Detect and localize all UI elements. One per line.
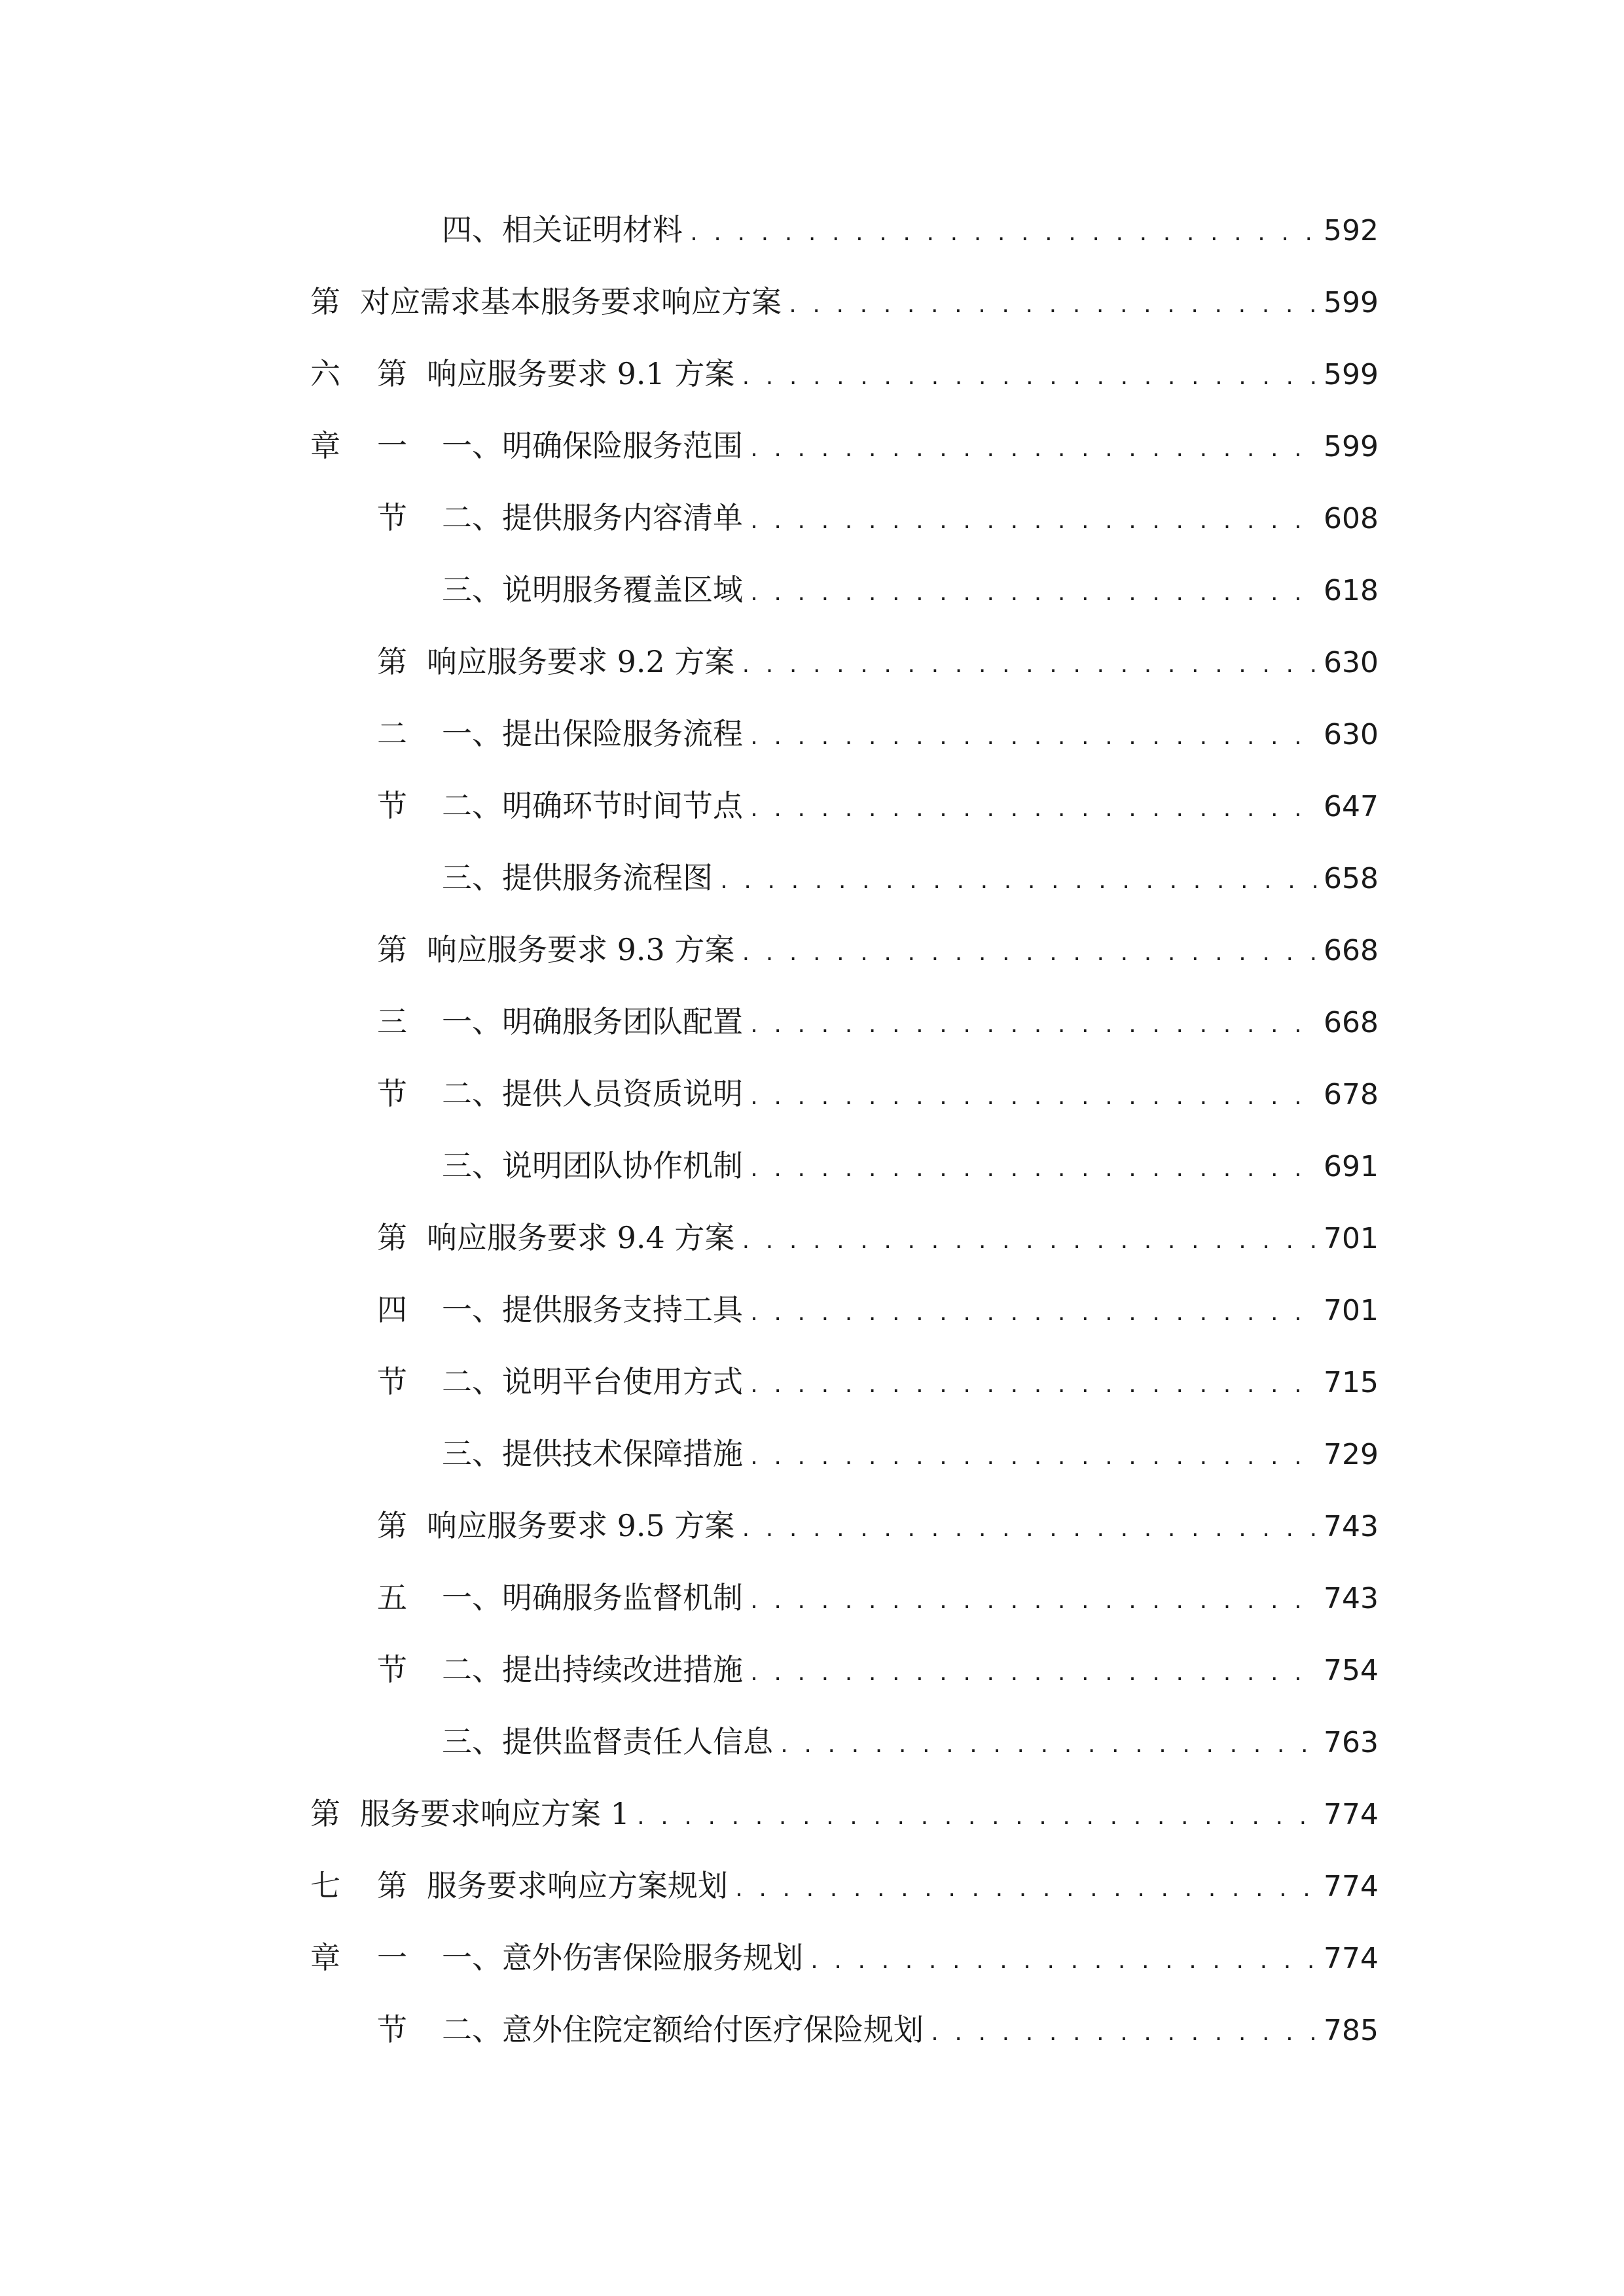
toc-entry-title: 提出持续改进措施: [502, 1652, 743, 1687]
toc-entry-page-number: 658: [1324, 862, 1379, 895]
toc-entry-number: 一、: [442, 1292, 502, 1327]
toc-entry-number: 二、: [442, 1076, 502, 1111]
dot-leader: [748, 486, 1318, 558]
dot-leader: [787, 270, 1318, 342]
toc-entry[interactable]: [0, 1706, 1624, 1778]
toc-entry-page-number: 715: [1324, 1366, 1379, 1399]
toc-entry[interactable]: [0, 194, 1624, 266]
toc-entry-number: 二、: [442, 788, 502, 823]
toc-entry[interactable]: [0, 1922, 1624, 1994]
toc-entry-number: 第六章: [310, 284, 340, 463]
toc-entry-number: 第五节: [377, 1508, 407, 1687]
table-of-contents: [0, 194, 1624, 2066]
toc-entry-number: 第二节: [377, 644, 407, 823]
toc-entry[interactable]: [0, 770, 1624, 842]
toc-entry-page-number: 729: [1324, 1438, 1379, 1471]
toc-entry-number: 第一节: [377, 356, 407, 535]
toc-entry-title: 提出保险服务流程: [502, 716, 743, 751]
toc-entry-title: 明确保险服务范围: [502, 428, 743, 463]
toc-entry-title: 服务要求响应方案 1: [360, 1796, 630, 1831]
toc-entry-title: 提供服务流程图: [502, 860, 713, 895]
toc-entry-page-number: 701: [1324, 1222, 1379, 1255]
dot-leader: [748, 990, 1318, 1062]
toc-entry-page-number: 608: [1324, 502, 1379, 535]
toc-entry-title: 提供监督责任人信息: [502, 1724, 773, 1759]
toc-entry-page-number: 785: [1324, 2014, 1379, 2047]
toc-entry[interactable]: [0, 1130, 1624, 1202]
toc-entry-title: 说明平台使用方式: [502, 1364, 743, 1399]
toc-entry[interactable]: [0, 410, 1624, 482]
toc-entry[interactable]: [0, 1562, 1624, 1634]
toc-entry-number: 三、: [442, 572, 502, 607]
toc-entry-title: 响应服务要求 9.1 方案: [427, 356, 735, 391]
toc-entry-number: 二、: [442, 1652, 502, 1687]
toc-entry-page-number: 774: [1324, 1942, 1379, 1975]
dot-leader: [740, 1494, 1318, 1566]
toc-entry-number: 三、: [442, 1436, 502, 1471]
toc-entry-number: 二、: [442, 2012, 502, 2047]
toc-entry-number: 一、: [442, 1580, 502, 1615]
toc-entry[interactable]: [0, 698, 1624, 770]
toc-entry-page-number: 668: [1324, 1006, 1379, 1039]
toc-entry-title: 意外伤害保险服务规划: [502, 1940, 803, 1975]
toc-entry-number: 第一节: [377, 1868, 407, 2047]
toc-entry-title: 明确环节时间节点: [502, 788, 743, 823]
toc-entry-page-number: 630: [1324, 718, 1379, 751]
toc-entry-page-number: 592: [1324, 214, 1379, 247]
toc-entry-page-number: 774: [1324, 1870, 1379, 1903]
dot-leader: [733, 1854, 1318, 1926]
toc-entry-number: 一、: [442, 1940, 502, 1975]
dot-leader: [740, 342, 1318, 414]
toc-entry-title: 说明服务覆盖区域: [502, 572, 743, 607]
dot-leader: [748, 1350, 1318, 1422]
dot-leader: [808, 1926, 1318, 1998]
dot-leader: [748, 1566, 1318, 1638]
dot-leader: [635, 1782, 1318, 1854]
toc-entry[interactable]: [0, 1634, 1624, 1706]
toc-entry-page-number: 678: [1324, 1078, 1379, 1111]
toc-entry-title: 提供人员资质说明: [502, 1076, 743, 1111]
toc-entry-number: 三、: [442, 1724, 502, 1759]
toc-entry[interactable]: [0, 482, 1624, 554]
dot-leader: [748, 1638, 1318, 1710]
toc-entry-page-number: 599: [1324, 430, 1379, 463]
toc-entry-title: 响应服务要求 9.2 方案: [427, 644, 735, 679]
toc-entry-page-number: 763: [1324, 1726, 1379, 1759]
toc-entry-number: 一、: [442, 716, 502, 751]
toc-entry-title: 响应服务要求 9.3 方案: [427, 932, 735, 967]
toc-entry-number: 二、: [442, 500, 502, 535]
toc-entry-number: 第七章: [310, 1796, 340, 1975]
toc-entry-page-number: 774: [1324, 1798, 1379, 1831]
toc-entry-title: 提供服务内容清单: [502, 500, 743, 535]
toc-entry-title: 明确服务监督机制: [502, 1580, 743, 1615]
toc-entry-title: 提供服务支持工具: [502, 1292, 743, 1327]
dot-leader: [718, 846, 1318, 918]
toc-entry-title: 相关证明材料: [502, 212, 683, 247]
toc-entry-title: 响应服务要求 9.5 方案: [427, 1508, 735, 1543]
toc-entry[interactable]: [0, 842, 1624, 914]
toc-entry[interactable]: [0, 1346, 1624, 1418]
toc-entry-title: 明确服务团队配置: [502, 1004, 743, 1039]
toc-entry-page-number: 630: [1324, 646, 1379, 679]
toc-entry-number: 二、: [442, 1364, 502, 1399]
toc-entry-page-number: 743: [1324, 1582, 1379, 1615]
toc-entry-number: 三、: [442, 860, 502, 895]
dot-leader: [748, 1134, 1318, 1206]
dot-leader: [740, 630, 1318, 702]
toc-entry-number: 一、: [442, 428, 502, 463]
dot-leader: [778, 1710, 1318, 1782]
toc-entry-page-number: 599: [1324, 286, 1379, 319]
dot-leader: [929, 1998, 1318, 2070]
toc-entry-number: 四、: [442, 212, 502, 247]
toc-entry-page-number: 743: [1324, 1510, 1379, 1543]
toc-entry-number: 第四节: [377, 1220, 407, 1399]
toc-entry[interactable]: [0, 1274, 1624, 1346]
toc-entry[interactable]: [0, 1418, 1624, 1490]
toc-entry-page-number: 754: [1324, 1654, 1379, 1687]
toc-entry-page-number: 701: [1324, 1294, 1379, 1327]
toc-entry-page-number: 691: [1324, 1150, 1379, 1183]
dot-leader: [748, 1278, 1318, 1350]
toc-entry-page-number: 599: [1324, 358, 1379, 391]
toc-entry-page-number: 618: [1324, 574, 1379, 607]
toc-entry-title: 意外住院定额给付医疗保险规划: [502, 2012, 924, 2047]
dot-leader: [740, 1206, 1318, 1278]
toc-entry[interactable]: [0, 986, 1624, 1058]
dot-leader: [748, 702, 1318, 774]
toc-entry[interactable]: [0, 1058, 1624, 1130]
dot-leader: [740, 918, 1318, 990]
toc-entry-title: 提供技术保障措施: [502, 1436, 743, 1471]
dot-leader: [748, 1062, 1318, 1134]
dot-leader: [748, 414, 1318, 486]
toc-entry-title: 对应需求基本服务要求响应方案: [360, 284, 782, 319]
dot-leader: [748, 774, 1318, 846]
toc-entry-number: 第三节: [377, 932, 407, 1111]
dot-leader: [748, 1422, 1318, 1494]
toc-entry-number: 一、: [442, 1004, 502, 1039]
toc-entry-page-number: 647: [1324, 790, 1379, 823]
toc-entry-title: 服务要求响应方案规划: [427, 1868, 728, 1903]
dot-leader: [688, 198, 1318, 270]
toc-entry[interactable]: [0, 1994, 1624, 2066]
dot-leader: [748, 558, 1318, 630]
toc-entry-title: 说明团队协作机制: [502, 1148, 743, 1183]
toc-entry-title: 响应服务要求 9.4 方案: [427, 1220, 735, 1255]
toc-entry-number: 三、: [442, 1148, 502, 1183]
toc-entry[interactable]: [0, 554, 1624, 626]
toc-entry-page-number: 668: [1324, 934, 1379, 967]
